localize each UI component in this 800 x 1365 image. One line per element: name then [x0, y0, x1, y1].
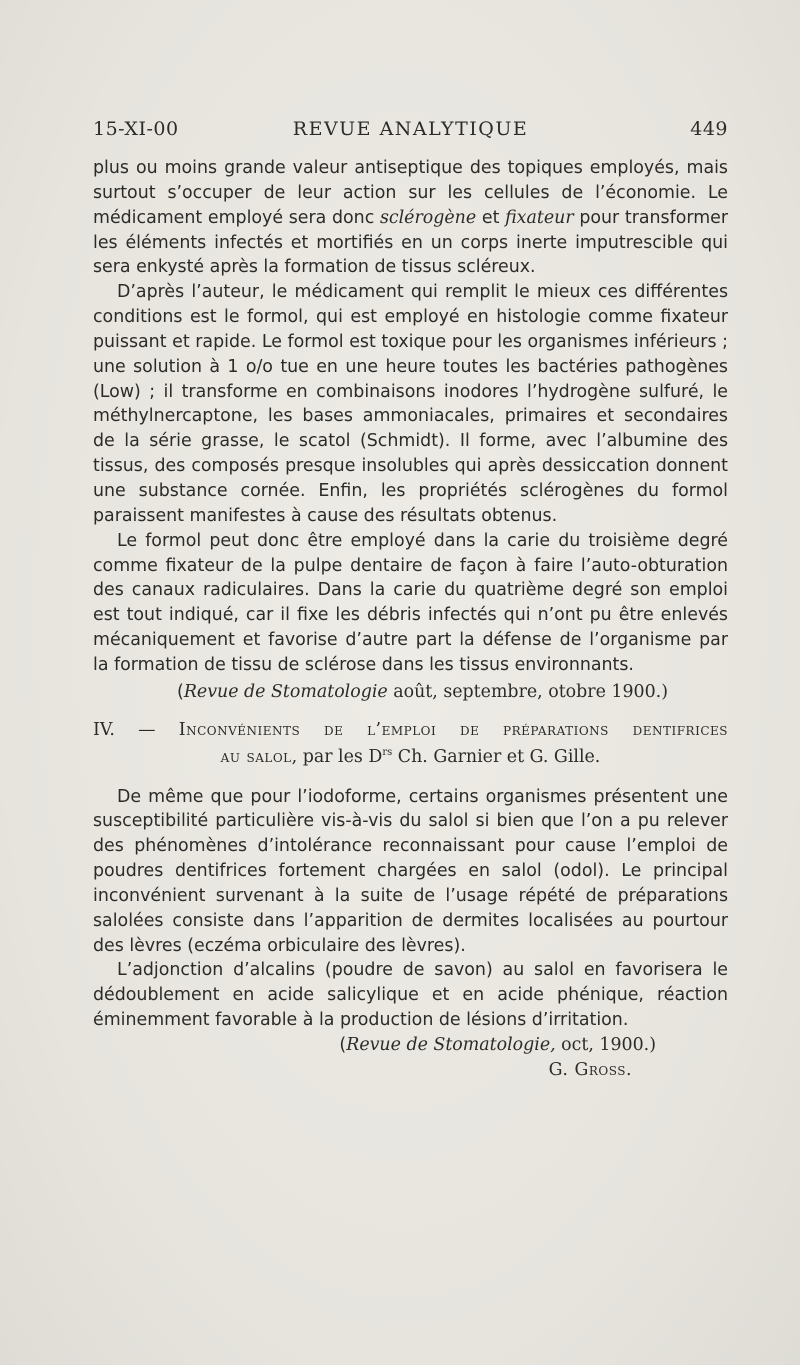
term-fixateur: fixateur: [505, 207, 574, 228]
header-date: 15-XI-00: [93, 118, 179, 140]
section-heading: [93, 717, 728, 771]
paragraph-5: L’adjonction d’alcalins (poudre de savon) au salol en favorisera le dédoublement en acide salicylique et en acide phénique, réaction éminemment favorable à la production de lésions d’irritation.: [93, 960, 728, 1031]
source-2-date: oct, 1900.): [555, 1035, 656, 1055]
paragraph-4: De même que pour l’iodoforme, certains organismes présentent une susceptibilité particulière vis-à-vis du salol si bien que l’on a pu relever des phénomènes d’intolérance reconnaissant pour cause l’emploi de poudres dentifrices fortement chargées en salol (odol). Le principal inconvénient survenant à la suite de l’usage répété de préparations salolées consiste dans l’apparition de dermites localisées au pourtour des lèvres (eczéma orbiculaire des lèvres).: [93, 786, 728, 956]
section-authors-prefix: , par les D: [291, 746, 383, 767]
section-number: IV. —: [93, 719, 179, 740]
section-title-salol: au salol: [220, 746, 292, 767]
source-2-journal: Revue de Stomatologie,: [346, 1035, 556, 1055]
source-citation-1: [93, 680, 728, 705]
article-body: [93, 156, 728, 1083]
section-heading-line-2: [93, 744, 728, 771]
source-1-journal: Revue de Stomatologie: [183, 681, 388, 702]
page-number: 449: [690, 118, 728, 140]
author-signature: [93, 1058, 728, 1083]
section-authors-sup: rs: [382, 746, 393, 758]
author-surname: ross.: [588, 1059, 632, 1080]
paragraph-1-text-a: plus ou moins grande valeur antiseptique des topiques employés, mais surtout s’occuper de leur action sur les cellules de l’économie. Le médicament employé sera donc: [93, 158, 728, 228]
paragraph-1: [93, 156, 728, 280]
section-title-text: Inconvénients de l’emploi de préparations dentifrices: [178, 719, 728, 740]
header-title: REVUE ANALYTIQUE: [292, 118, 529, 140]
term-sclerogene: sclérogène: [379, 207, 477, 228]
section-heading-line-1: [93, 717, 728, 744]
paragraph-3: Le formol peut donc être employé dans la carie du troisième degré comme fixateur de la pulpe dentaire de façon à faire l’auto-obturation des canaux radiculaires. Dans la carie du quatrième degré son emploi est tout indiqué, car il fixe les débris infectés qui n’ont pu être enlevés mécaniquement et favorise d’autre part la défense de l’organisme par la formation de tissu de sclérose dans les tissus environnants.: [93, 530, 728, 675]
paragraph-1-text-b: et: [476, 207, 506, 228]
paragraph-1-text-c: pour transformer les éléments infectés et mortifiés en un corps inerte imputrescible qui sera enkysté après la formation de tissus scléreux.: [93, 207, 728, 278]
running-header: [93, 118, 728, 148]
paragraph-2: D’après l’auteur, le médicament qui remplit le mieux ces différentes conditions est le formol, qui est employé en histologie comme fixateur puissant et rapide. Le formol est toxique pour les organismes inférieurs ; une solution à 1 o/o tue en une heure toutes les bactéries pathogènes (Low) ; il transforme en combinaisons inodores l’hydrogène sulfuré, le méthylnercaptone, les bases ammoniacales, primaires et secondaires de la série grasse, le scatol (Schmidt). Il forme, avec l’albumine des tissus, des composés presque insolubles qui après dessiccation donnent une substance cornée. Enfin, les propriétés sclérogènes du formol paraissent manifestes à cause des résultats obtenus.: [93, 282, 728, 526]
source-1-open: (: [177, 681, 184, 702]
source-2-open: (: [339, 1035, 347, 1055]
author-initial: G. G: [548, 1059, 589, 1080]
source-citation-2: [93, 1033, 728, 1058]
source-1-date: août, septembre, otobre 1900.): [387, 681, 668, 702]
section-authors: Ch. Garnier et G. Gille.: [392, 746, 601, 767]
